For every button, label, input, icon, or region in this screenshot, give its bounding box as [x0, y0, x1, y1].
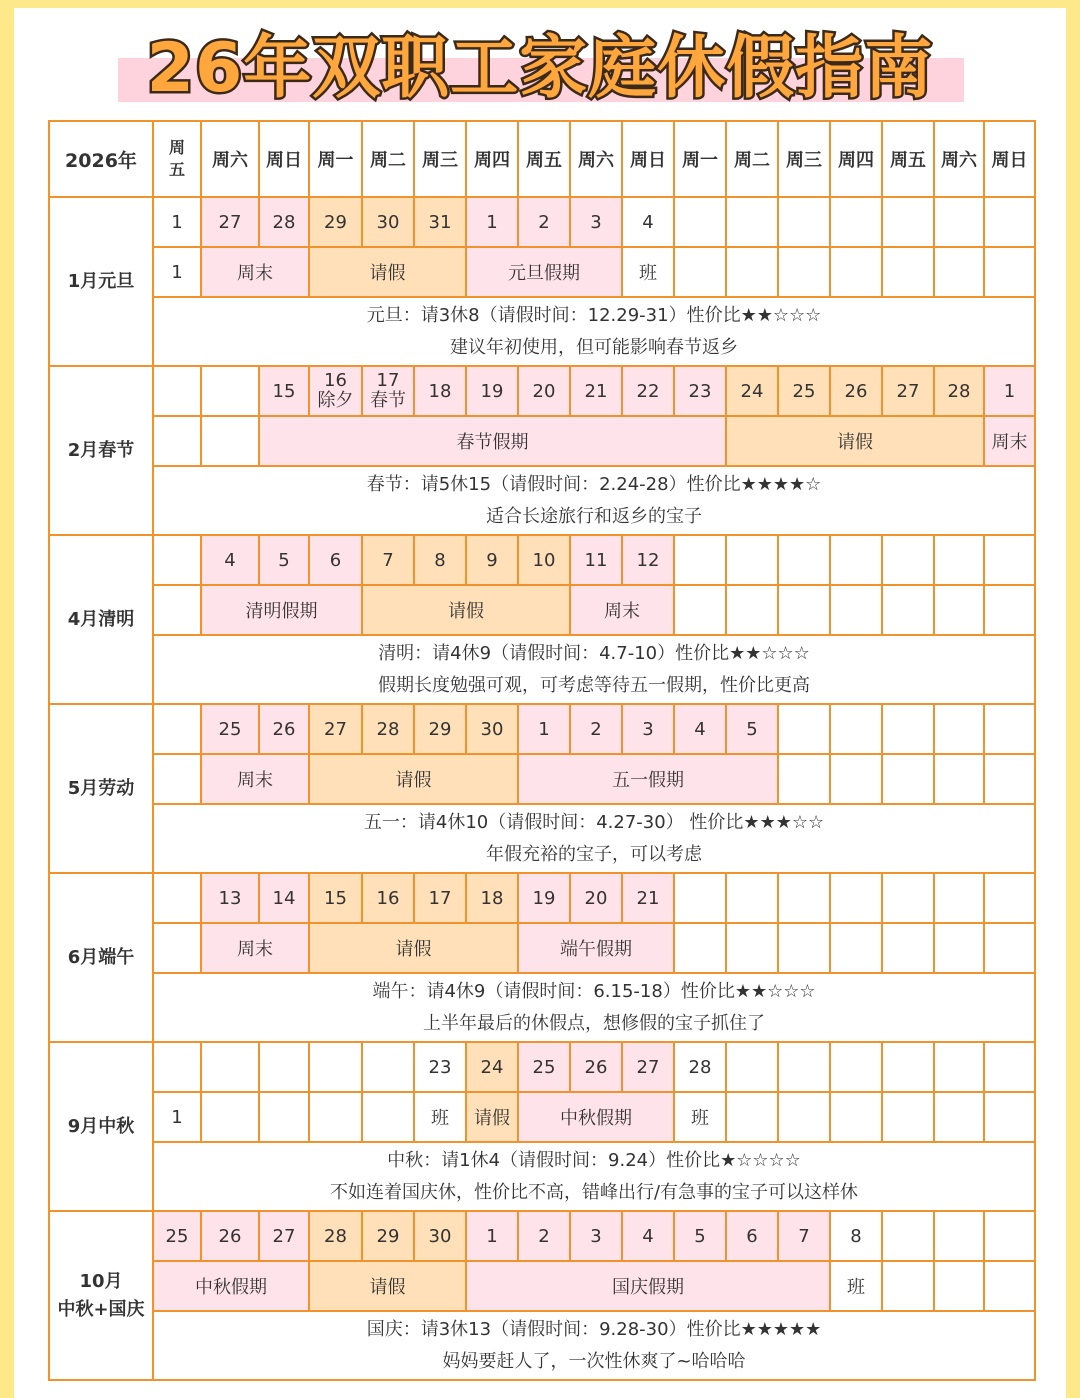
empty-cell [674, 923, 726, 973]
leave-label: 请假 [309, 754, 518, 804]
empty-cell [934, 704, 984, 754]
date-cell: 22 [622, 366, 674, 416]
holiday-label: 中秋假期 [153, 1261, 309, 1311]
empty-cell [201, 1042, 259, 1092]
empty-cell [984, 873, 1035, 923]
empty-cell [830, 1092, 882, 1142]
oct-label-row [49, 1261, 1035, 1311]
empty-cell [778, 585, 830, 635]
holiday-label: 元旦假期 [466, 247, 622, 297]
note-apr: 清明：请4休9（请假时间：4.7-10）性价比★★☆☆☆ 假期长度勉强可观，可考虑等待五一假期，性价比更高 [153, 635, 1035, 704]
empty-cell [309, 1092, 362, 1142]
date-cell: 20 [518, 366, 570, 416]
date-cell: 25 [518, 1042, 570, 1092]
date-cell: 14 [259, 873, 309, 923]
workday-label: 班 [622, 247, 674, 297]
empty-cell [153, 535, 201, 585]
date-cell: 20 [570, 873, 622, 923]
month-label-feb: 2月春节 [49, 366, 153, 535]
label-cell: 1 [153, 247, 201, 297]
empty-cell [259, 1092, 309, 1142]
empty-cell [934, 535, 984, 585]
empty-cell [984, 923, 1035, 973]
empty-cell [259, 1042, 309, 1092]
date-cell: 6 [726, 1211, 778, 1261]
empty-cell [153, 1042, 201, 1092]
empty-cell [882, 197, 934, 247]
date-cell: 27 [882, 366, 934, 416]
empty-cell [726, 197, 778, 247]
empty-cell [778, 1092, 830, 1142]
leave-label: 请假 [466, 1092, 518, 1142]
empty-cell [726, 1042, 778, 1092]
date-cell: 8 [830, 1211, 882, 1261]
date-cell: 5 [726, 704, 778, 754]
may-date-row [49, 704, 1035, 754]
date-cell: 1 [153, 197, 201, 247]
weekday-cell: 周三 [778, 121, 830, 197]
empty-cell [934, 873, 984, 923]
apr-date-row [49, 535, 1035, 585]
apr-label-row [49, 585, 1035, 635]
empty-cell [882, 923, 934, 973]
empty-cell [674, 197, 726, 247]
holiday-label: 春节假期 [259, 416, 726, 466]
year-cell: 2026年 [49, 121, 153, 197]
empty-cell [882, 247, 934, 297]
date-cell: 9 [466, 535, 518, 585]
empty-cell [934, 1261, 984, 1311]
date-cell: 30 [362, 197, 414, 247]
holiday-calendar-table [48, 120, 1036, 1381]
empty-cell [984, 1211, 1035, 1261]
empty-cell [201, 1092, 259, 1142]
empty-cell [778, 535, 830, 585]
date-cell: 28 [934, 366, 984, 416]
empty-cell [153, 873, 201, 923]
may-note-row [49, 804, 1035, 873]
date-cell: 1 [984, 366, 1035, 416]
weekend-label: 周末 [201, 923, 309, 973]
empty-cell [984, 585, 1035, 635]
feb-note-row [49, 466, 1035, 535]
date-cell: 27 [622, 1042, 674, 1092]
weekday-cell: 周五 [882, 121, 934, 197]
note-jun: 端午：请4休9（请假时间：6.15-18）性价比★★☆☆☆ 上半年最后的休假点，想修假的宝子抓住了 [153, 973, 1035, 1042]
empty-cell [778, 754, 830, 804]
weekday-cell: 周日 [984, 121, 1035, 197]
date-cell: 25 [778, 366, 830, 416]
date-cell: 4 [201, 535, 259, 585]
empty-cell [362, 1042, 414, 1092]
jun-note-row [49, 973, 1035, 1042]
date-cell: 21 [622, 873, 674, 923]
empty-cell [984, 754, 1035, 804]
month-label-sep: 9月中秋 [49, 1042, 153, 1211]
date-cell: 2 [518, 1211, 570, 1261]
date-cell: 26 [830, 366, 882, 416]
date-cell: 30 [414, 1211, 466, 1261]
date-cell: 29 [362, 1211, 414, 1261]
date-cell: 1 [466, 197, 518, 247]
leave-label: 请假 [309, 923, 518, 973]
label-cell: 1 [153, 1092, 201, 1142]
empty-cell [778, 197, 830, 247]
date-cell: 19 [466, 366, 518, 416]
date-cell: 26 [201, 1211, 259, 1261]
weekday-cell: 周四 [466, 121, 518, 197]
empty-cell [984, 1261, 1035, 1311]
date-cell: 29 [309, 197, 362, 247]
empty-cell [934, 197, 984, 247]
date-cell: 31 [414, 197, 466, 247]
note-jan: 元旦：请3休8（请假时间：12.29-31）性价比★★☆☆☆ 建议年初使用，但可能影响春节返乡 [153, 297, 1035, 366]
empty-cell [830, 1042, 882, 1092]
note-sep: 中秋：请1休4（请假时间：9.24）性价比★☆☆☆☆ 不如连着国庆休，性价比不高，错峰出行/有急事的宝子可以这样休 [153, 1142, 1035, 1211]
empty-cell [882, 1092, 934, 1142]
weekday-cell: 周一 [309, 121, 362, 197]
empty-cell [153, 923, 201, 973]
empty-cell [882, 1261, 934, 1311]
jan-date-row [49, 197, 1035, 247]
empty-cell [674, 247, 726, 297]
date-cell: 29 [414, 704, 466, 754]
date-cell: 28 [362, 704, 414, 754]
date-cell: 24 [726, 366, 778, 416]
empty-cell [674, 585, 726, 635]
jun-date-row [49, 873, 1035, 923]
date-cell: 27 [201, 197, 259, 247]
empty-cell [778, 1042, 830, 1092]
empty-cell [984, 197, 1035, 247]
date-cell: 4 [622, 197, 674, 247]
date-cell: 1 [466, 1211, 518, 1261]
date-cell: 26 [570, 1042, 622, 1092]
empty-cell [882, 704, 934, 754]
jan-label-row [49, 247, 1035, 297]
weekday-cell: 周二 [362, 121, 414, 197]
empty-cell [830, 704, 882, 754]
weekday-cell: 周六 [201, 121, 259, 197]
title-area [0, 0, 1080, 110]
may-label-row [49, 754, 1035, 804]
date-cell: 16 [362, 873, 414, 923]
empty-cell [934, 923, 984, 973]
empty-cell [830, 197, 882, 247]
date-cell: 19 [518, 873, 570, 923]
workday-label: 班 [414, 1092, 466, 1142]
date-cell: 21 [570, 366, 622, 416]
month-label-apr: 4月清明 [49, 535, 153, 704]
empty-cell [934, 1042, 984, 1092]
empty-cell [309, 1042, 362, 1092]
empty-cell [984, 247, 1035, 297]
weekday-cell: 周一 [674, 121, 726, 197]
empty-cell [934, 247, 984, 297]
date-cell: 23 [414, 1042, 466, 1092]
note-oct: 国庆：请3休13（请假时间：9.28-30）性价比★★★★★ 妈妈要赶人了，一次性休爽了~哈哈哈 [153, 1311, 1035, 1380]
empty-cell [726, 585, 778, 635]
date-cell: 11 [570, 535, 622, 585]
empty-cell [674, 535, 726, 585]
month-label-jan: 1月元旦 [49, 197, 153, 366]
date-cell: 2 [570, 704, 622, 754]
empty-cell [830, 585, 882, 635]
holiday-label: 五一假期 [518, 754, 778, 804]
weekday-cell-first: 周 五 [153, 121, 201, 197]
date-cell: 28 [259, 197, 309, 247]
empty-cell [726, 1092, 778, 1142]
date-cell: 12 [622, 535, 674, 585]
page-title: 26年双职工家庭休假指南 [146, 29, 934, 108]
date-cell: 15 [309, 873, 362, 923]
date-cell: 13 [201, 873, 259, 923]
weekday-cell: 周六 [934, 121, 984, 197]
empty-cell [882, 535, 934, 585]
weekday-header-row [49, 121, 1035, 197]
empty-cell [882, 754, 934, 804]
empty-cell [778, 923, 830, 973]
empty-cell [674, 873, 726, 923]
date-cell: 18 [414, 366, 466, 416]
empty-cell [882, 1211, 934, 1261]
sep-note-row [49, 1142, 1035, 1211]
date-cell: 1 [518, 704, 570, 754]
empty-cell [830, 923, 882, 973]
date-cell: 3 [570, 197, 622, 247]
holiday-label: 端午假期 [518, 923, 674, 973]
date-cell: 4 [674, 704, 726, 754]
empty-cell [934, 1092, 984, 1142]
jun-label-row [49, 923, 1035, 973]
date-cell: 5 [674, 1211, 726, 1261]
weekday-cell: 周六 [570, 121, 622, 197]
apr-note-row [49, 635, 1035, 704]
jan-note-row [49, 297, 1035, 366]
weekday-cell: 周日 [259, 121, 309, 197]
date-cell: 3 [622, 704, 674, 754]
empty-cell [778, 873, 830, 923]
empty-cell [778, 247, 830, 297]
weekend-label: 周末 [201, 247, 309, 297]
empty-cell [153, 416, 201, 466]
date-cell: 7 [362, 535, 414, 585]
empty-cell [726, 535, 778, 585]
empty-cell [153, 366, 201, 416]
empty-cell [830, 535, 882, 585]
month-label-jun: 6月端午 [49, 873, 153, 1042]
empty-cell [830, 754, 882, 804]
weekend-label: 周末 [984, 416, 1035, 466]
empty-cell [984, 1092, 1035, 1142]
empty-cell [882, 1042, 934, 1092]
empty-cell [726, 247, 778, 297]
date-cell: 27 [309, 704, 362, 754]
date-cell: 24 [466, 1042, 518, 1092]
empty-cell [153, 754, 201, 804]
feb-date-row [49, 366, 1035, 416]
note-feb: 春节：请5休15（请假时间：2.24-28）性价比★★★★☆ 适合长途旅行和返乡的宝子 [153, 466, 1035, 535]
date-cell: 27 [259, 1211, 309, 1261]
date-cell: 30 [466, 704, 518, 754]
empty-cell [153, 585, 201, 635]
weekday-cell: 周二 [726, 121, 778, 197]
holiday-label: 清明假期 [201, 585, 362, 635]
empty-cell [882, 873, 934, 923]
empty-cell [201, 416, 259, 466]
date-cell: 28 [309, 1211, 362, 1261]
empty-cell [778, 704, 830, 754]
sep-label-row [49, 1092, 1035, 1142]
empty-cell [830, 873, 882, 923]
empty-cell [201, 366, 259, 416]
holiday-label: 国庆假期 [466, 1261, 830, 1311]
weekend-label: 周末 [570, 585, 674, 635]
empty-cell [830, 247, 882, 297]
empty-cell [882, 585, 934, 635]
date-cell: 25 [201, 704, 259, 754]
date-cell: 18 [466, 873, 518, 923]
date-cell: 3 [570, 1211, 622, 1261]
weekday-cell: 周日 [622, 121, 674, 197]
empty-cell [984, 704, 1035, 754]
leave-label: 请假 [362, 585, 570, 635]
date-cell: 28 [674, 1042, 726, 1092]
weekend-label: 周末 [201, 754, 309, 804]
oct-date-row [49, 1211, 1035, 1261]
weekday-cell: 周三 [414, 121, 466, 197]
empty-cell [153, 704, 201, 754]
workday-label: 班 [674, 1092, 726, 1142]
leave-label: 请假 [726, 416, 984, 466]
date-cell: 5 [259, 535, 309, 585]
date-cell: 17 [414, 873, 466, 923]
empty-cell [726, 873, 778, 923]
date-cell: 2 [518, 197, 570, 247]
oct-note-row [49, 1311, 1035, 1380]
date-cell: 7 [778, 1211, 830, 1261]
date-cell: 26 [259, 704, 309, 754]
month-label-may: 5月劳动 [49, 704, 153, 873]
date-cell: 23 [674, 366, 726, 416]
leave-label: 请假 [309, 247, 466, 297]
date-cell: 15 [259, 366, 309, 416]
date-cell-spring: 17 春节 [362, 366, 414, 416]
holiday-label: 中秋假期 [518, 1092, 674, 1142]
leave-label: 请假 [309, 1261, 466, 1311]
date-cell: 10 [518, 535, 570, 585]
date-cell: 8 [414, 535, 466, 585]
date-cell-eve: 16 除夕 [309, 366, 362, 416]
month-label-oct: 10月 中秋+国庆 [49, 1211, 153, 1380]
sep-date-row [49, 1042, 1035, 1092]
empty-cell [934, 754, 984, 804]
date-cell: 6 [309, 535, 362, 585]
note-may: 五一：请4休10（请假时间：4.27-30） 性价比★★★☆☆ 年假充裕的宝子，可以考虑 [153, 804, 1035, 873]
date-cell: 4 [622, 1211, 674, 1261]
empty-cell [726, 923, 778, 973]
empty-cell [984, 1042, 1035, 1092]
workday-label: 班 [830, 1261, 882, 1311]
empty-cell [934, 1211, 984, 1261]
empty-cell [984, 535, 1035, 585]
weekday-cell: 周五 [518, 121, 570, 197]
weekday-cell: 周四 [830, 121, 882, 197]
empty-cell [934, 585, 984, 635]
feb-label-row [49, 416, 1035, 466]
empty-cell [362, 1092, 414, 1142]
date-cell: 25 [153, 1211, 201, 1261]
